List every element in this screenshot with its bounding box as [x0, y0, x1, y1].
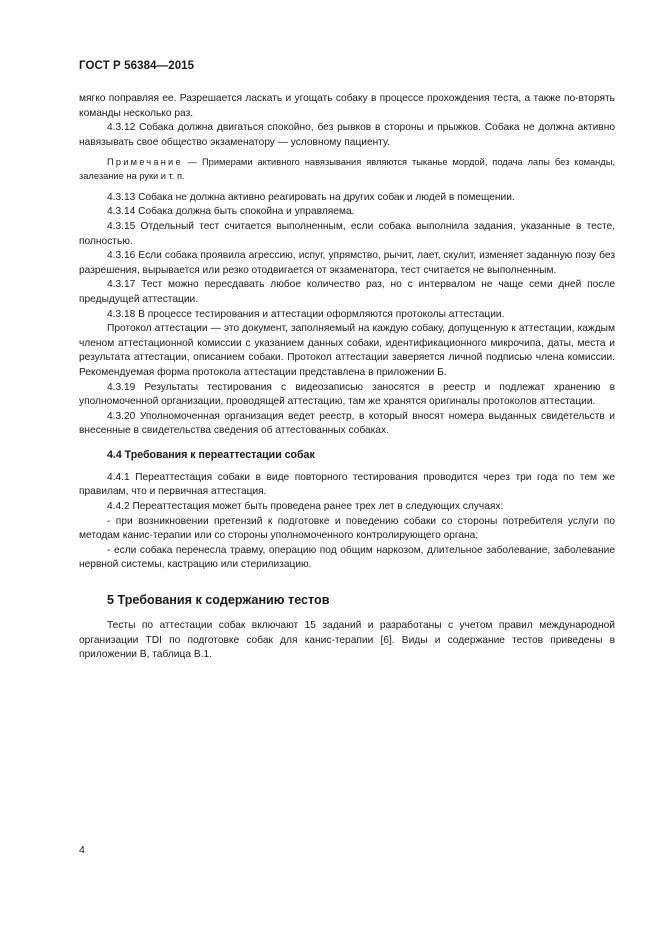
section-heading-4-4: 4.4 Требования к переаттестации собак [107, 448, 315, 461]
paragraph-4-3-16: 4.3.16 Если собака проявила агрессию, испуг, упрямство, рычит, лает, скулит, изменяет заданную позу без разрешения, вырывается или резко отодвигается от экзаменатора, тест считается не выполненным. [79, 250, 615, 276]
paragraph-4-3-20: 4.3.20 Уполномоченная организация ведет реестр, в который вносят номера выданных свидетельств и внесенные в свидетельства сведения об аттестованных собаках. [79, 410, 615, 437]
paragraph-4-3-12: 4.3.12 Собака должна двигаться спокойно, без рывков в стороны и прыжков. Собака не должна активно навязывать свое общество экзаменатору — условному пациенту. [79, 122, 615, 148]
section-heading-5: 5 Требования к содержанию тестов [107, 593, 330, 608]
paragraph-continuation: мягко поправляя ее. Разрешается ласкать и угощать собаку в процессе прохождения теста, а также по-вторять команды несколько раз. [79, 93, 615, 119]
paragraph-4-3-19: 4.3.19 Результаты тестирования с видеозаписью заносятся в реестр и подлежат хранению в уполномоченной организации, проводящей аттестацию, там же хранятся оригиналы протоколов аттестации. [79, 381, 615, 408]
paragraph-protocol: Протокол аттестации — это документ, заполняемый на каждую собаку, допущенную к аттестации, каждым членом аттестационной комиссии с указанием данных собаки, идентификационного микрочипа, даты, места и результата аттестации, описанием собаки. Протокол аттестации заверяется личной подписью члена комиссии. Рекомендуемая форма протокола аттестации представлена в приложении Б. [79, 323, 615, 378]
paragraph-4-3-14: 4.3.14 Собака должна быть спокойна и управляема. [107, 206, 355, 218]
paragraph-section-5: Тесты по аттестации собак включают 15 заданий и разработаны с учетом правил международной организации TDI по подготовке собак для канис-терапии [6]. Виды и содержание тестов приведены в приложении В, таблица В.1. [79, 620, 615, 661]
paragraph-4-3-13: 4.3.13 Собака не должна активно реагировать на других собак и людей в помещении. [107, 191, 515, 203]
list-item-claims: - при возникновении претензий к подготовке и поведению собаки со стороны потребителя услуги по методам канис-терапии или со стороны уполномоченного контролирующего органа; [79, 515, 615, 542]
note-label: Примечание [107, 157, 183, 168]
document-header: ГОСТ Р 56384—2015 [79, 60, 195, 72]
paragraph-4-3-17: 4.3.17 Тест можно пересдавать любое количество раз, но с интервалом не чаще семи дней после предыдущей аттестации. [79, 279, 615, 305]
note [79, 156, 615, 182]
note-text: — Примерами активного навязывания являются тыканье мордой, подача лапы без команды, залезание на руки и т. п. [79, 157, 615, 181]
list-item-injury: - если собака перенесла травму, операцию под общим наркозом, длительное заболевание, заболевание нервной системы, кастрацию или стерилизацию. [79, 544, 615, 571]
page-content [79, 92, 615, 663]
paragraph-4-3-18: 4.3.18 В процессе тестирования и аттестации оформляются протоколы аттестации. [107, 308, 505, 320]
paragraph-4-4-2: 4.4.2 Переаттестация может быть проведена ранее трех лет в следующих случаях: [107, 501, 504, 513]
paragraph-4-4-1: 4.4.1 Переаттестация собаки в виде повторного тестирования проводится через три года по тем же правилам, что и первичная аттестация. [79, 471, 615, 498]
paragraph-4-3-15: 4.3.15 Отдельный тест считается выполненным, если собака выполнила задания, указанные в тесте, полностью. [79, 220, 615, 247]
page-number: 4 [79, 844, 85, 856]
